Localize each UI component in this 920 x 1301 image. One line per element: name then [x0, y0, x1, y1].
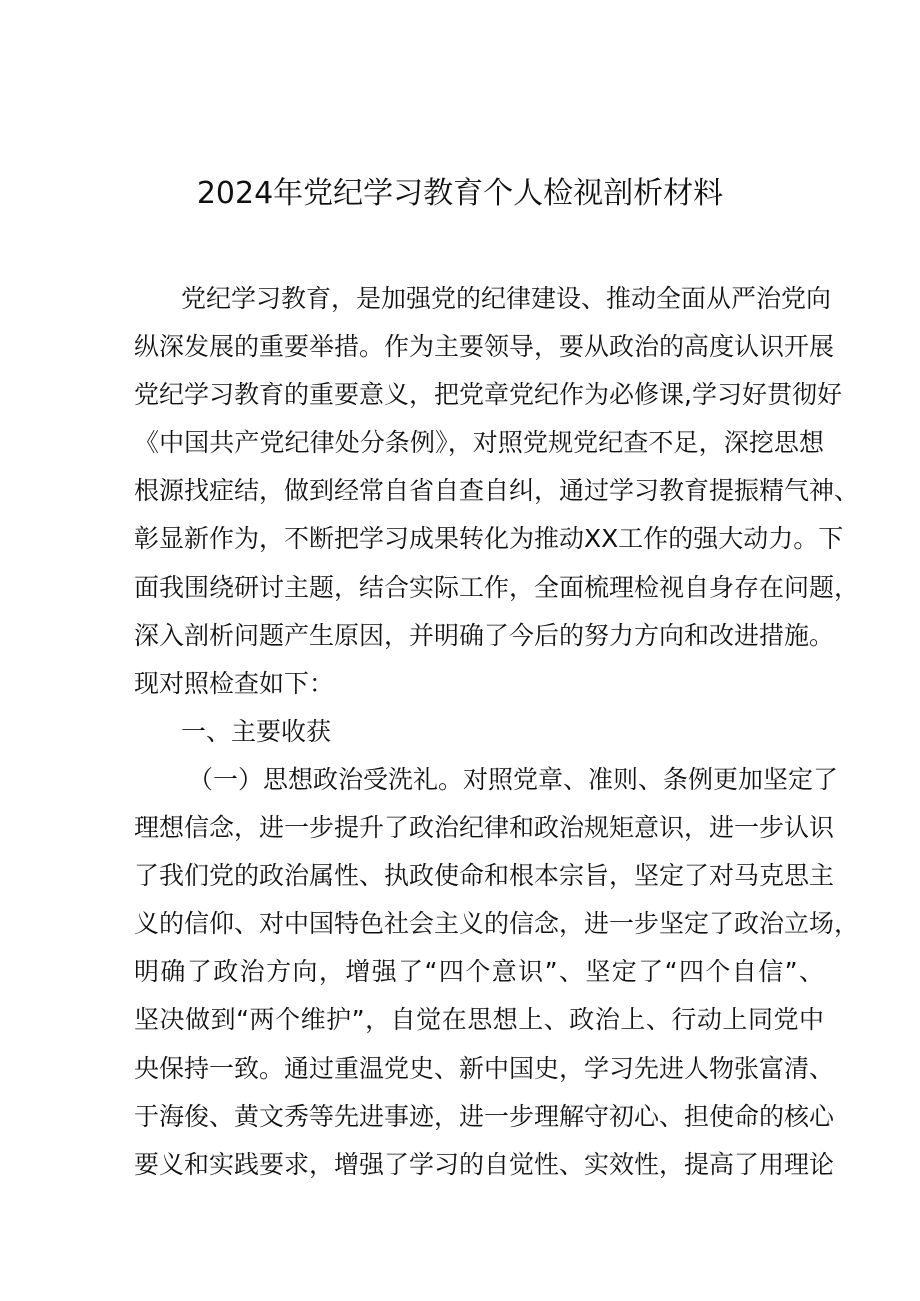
paragraph-line: 理想信念，进一步提升了政治纪律和政治规矩意识，进一步认识	[134, 813, 835, 843]
paragraph-line: 深入剖析问题产生原因，并明确了今后的努力方向和改进措施。	[134, 620, 835, 650]
paragraph-line: 央保持一致。通过重温党史、新中国史，学习先进人物张富清、	[134, 1053, 835, 1083]
paragraph-line: 《中国共产党纪律处分条例》，对照党规党纪查不足，深挖思想	[134, 428, 824, 458]
paragraph-line: 现对照检查如下：	[134, 668, 335, 698]
paragraph-line: 明确了政治方向，增强了“四个意识”、坚定了“四个自信”、	[134, 957, 824, 987]
paragraph-line: 党纪学习教育，是加强党的纪律建设、推动全面从严治党向	[181, 284, 832, 313]
section-heading: 一、主要收获	[181, 716, 332, 746]
paragraph-line: 于海俊、黄文秀等先进事迹，进一步理解守初心、担使命的核心	[134, 1101, 835, 1131]
paragraph-line: 义的信仰、对中国特色社会主义的信念，进一步坚定了政治立场，	[134, 909, 860, 939]
paragraph-line: 了我们党的政治属性、执政使命和根本宗旨，坚定了对马克思主	[134, 861, 835, 891]
paragraph-line: 要义和实践要求，增强了学习的自觉性、实效性，提高了用理论	[134, 1149, 835, 1179]
paragraph-line: 面我围绕研讨主题，结合实际工作，全面梳理检视自身存在问题，	[134, 572, 860, 602]
paragraph-line: 党纪学习教育的重要意义，把党章党纪作为必修课,学习好贯彻好	[134, 380, 842, 410]
paragraph-line: 纵深发展的重要举措。作为主要领导，要从政治的高度认识开展	[134, 332, 835, 362]
document-title: 2024年党纪学习教育个人检视剖析材料	[196, 176, 724, 211]
paragraph-line: 根源找症结，做到经常自省自查自纠，通过学习教育提振精气神、	[134, 476, 860, 506]
document-body	[134, 275, 860, 1189]
paragraph-line: （一）思想政治受洗礼。对照党章、准则、条例更加坚定了	[188, 764, 839, 794]
paragraph-line: 彰显新作为，不断把学习成果转化为推动XX工作的强大动力。下	[134, 524, 844, 554]
paragraph-line: 坚决做到“两个维护”，自觉在思想上、政治上、行动上同党中	[134, 1005, 824, 1035]
